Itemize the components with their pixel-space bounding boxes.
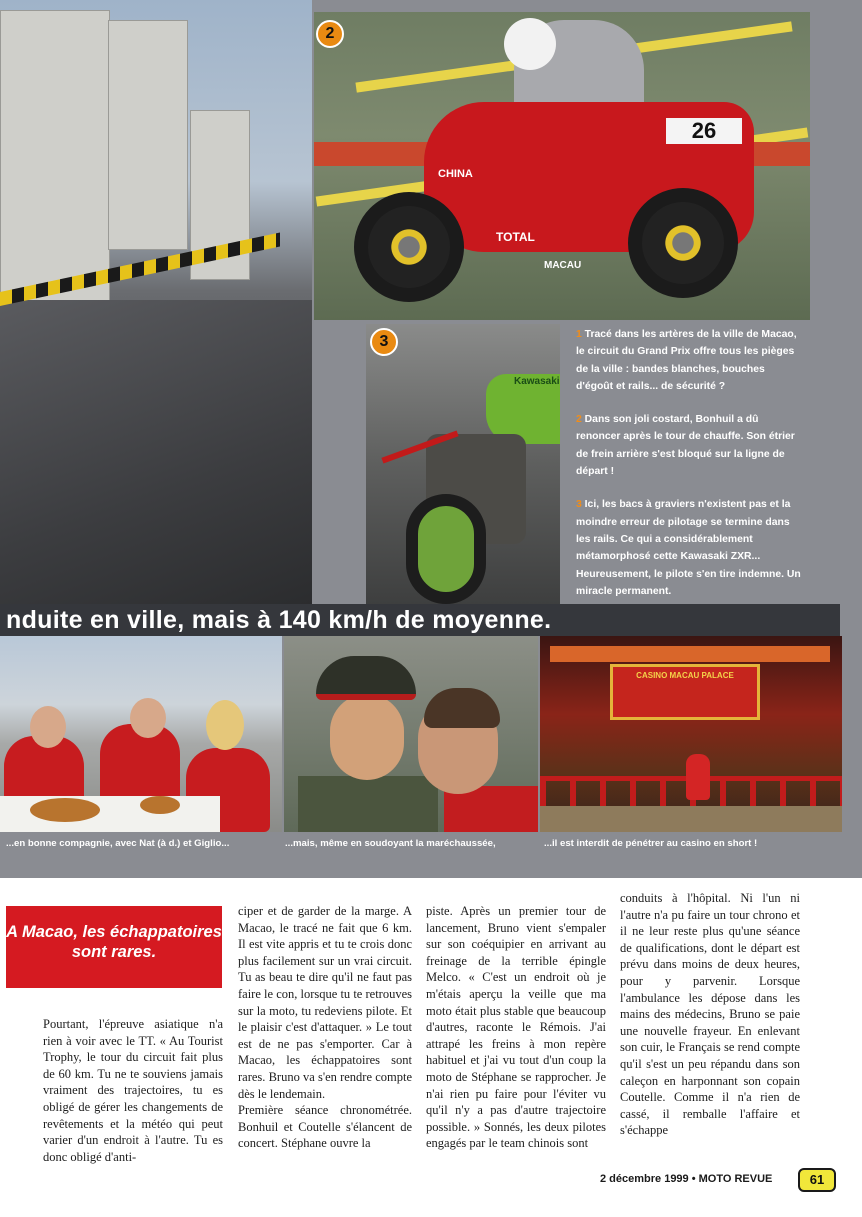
paragraph: conduits à l'hôpital. Ni l'un ni l'autre n'a pu faire un tour chrono et il ne leur reste plus qu'une séance de qualifications, dont le départ est prévu dans moins de deux heures, pour y parvenir. Lorsque l'ambulance les dépose dans les mains des médecins, Bruno se paie une nouvelle frayeur. En enlevant son cuir, le Français se rend compte qu'il s'est un peu répandu dans son caleçon en harponnant son copain Coutelle. Comme il n'a rien de cassé, il remballe l'affaire et s'échappe (620, 891, 800, 1138)
road (0, 300, 312, 606)
bike-logo-china: CHINA (438, 168, 473, 180)
rear-wheel (628, 188, 738, 298)
helmet-icon (504, 18, 556, 70)
front-wheel (354, 192, 464, 302)
casino-sign: CASINO MACAU PALACE (610, 664, 760, 720)
photo-lunch (0, 636, 282, 832)
photo-badge-2: 2 (316, 20, 344, 48)
pull-quote-box: A Macao, les échappatoires sont rares. (6, 906, 222, 988)
photo-racing-bike (314, 12, 810, 320)
photo-badge-3: 3 (370, 328, 398, 356)
article-column-4 (620, 890, 800, 1139)
race-number: 26 (666, 118, 742, 144)
tyre (406, 494, 486, 604)
footer-date: 2 décembre 1999 • MOTO REVUE (600, 1173, 773, 1185)
caption-bottom-left: ...en bonne compagnie, avec Nat (à d.) et Giglio... (6, 838, 230, 849)
hair (424, 688, 500, 728)
man-in-shorts (686, 754, 710, 800)
head (30, 706, 66, 748)
caption-bottom-mid: ...mais, même en soudoyant la maréchaussée, (285, 838, 496, 849)
guard-cap (316, 656, 416, 700)
photo-casino (540, 636, 842, 832)
paragraph: Première séance chronométrée. Bonhuil et Coutelle s'élancent de concert. Stéphane ouvre la (238, 1103, 412, 1151)
article-column-3 (426, 903, 606, 1152)
bike-logo-macau: MACAU (544, 260, 582, 271)
plate (140, 796, 180, 814)
photo-guard (284, 636, 538, 832)
page-number: 61 (798, 1168, 836, 1192)
guard-face (330, 694, 404, 780)
floor (540, 806, 842, 832)
headline-band (0, 604, 840, 636)
plate (30, 798, 100, 822)
kawasaki-logo: Kawasaki (514, 376, 560, 387)
paragraph: Pourtant, l'épreuve asiatique n'a rien à voir avec le TT. « Au Tourist Trophy, le tour du circuit fait plus de 60 km. Tu ne te souviens jamais vraiment des trajectoires, tu es obligé de gérer les changements de revêtements et la météo qui peut varier d'un endroit à l'autre. Tu es donc obligé d'anti- (43, 1017, 223, 1164)
photo-captions (576, 326, 802, 616)
uniform (298, 776, 438, 832)
caption-bottom-right: ...il est interdit de pénétrer au casino en short ! (544, 838, 758, 849)
paragraph: piste. Après un premier tour de lancement, Bruno vient s'empaler sur son coéquipier en arrivant au freinage de la terrible épingle Melco. « C'est un endroit où je m'étais aperçu la veille que ma moto était plus stable que beaucoup d'autres, raconte le Rémois. J'ai attrapé les freins à mon repère habituel et j'ai vu tout d'un coup la moto de Stéphane se rapprocher. Je n'ai rien pu faire pour l'éviter vu qu'il n'y a pas d'autre trajectoire possible. » Sonnés, les deux pilotes engagés par le team chinois sont (426, 904, 606, 1151)
article-column-2 (238, 903, 412, 1152)
bike-logo-total: TOTAL (496, 230, 535, 244)
head (130, 698, 166, 738)
building (108, 20, 188, 250)
photo-crashed-bike (366, 324, 560, 604)
headline: nduite en ville, mais à 140 km/h de moyenne. (6, 606, 552, 634)
caption-1: 1 Tracé dans les artères de la ville de Macao, le circuit du Grand Prix offre tous les pièges de la ville : bandes blanches, bouches d'égoût et rails... de sécurité ? (576, 329, 797, 392)
caption-3: 3 Ici, les bacs à graviers n'existent pas et la moindre erreur de pilotage se termine dans les rails. Ce qui a considérablement métamorphosé cette Kawasaki ZXR... Heureusement, le pilote s'en tire indemne. Un miracle permanent. (576, 499, 801, 597)
article-column-1 (43, 1016, 223, 1165)
head (206, 700, 244, 750)
caption-2: 2 Dans son joli costard, Bonhuil a dû renoncer après le tour de chauffe. Son étrier de frein arrière s'est bloqué sur la ligne de départ ! (576, 414, 795, 478)
casino-roof (550, 646, 830, 662)
photo-street-circuit (0, 0, 312, 606)
paragraph: ciper et de garder de la marge. A Macao, le tracé ne fait que 6 km. Il est vite appris et tu te crois donc plus facilement sur un vrai circuit. Tu as beau te dire qu'il ne faut pas faire le con, lorsque tu te retrouves sur la moto, tu redeviens pilote. Et le plaisir c'est d'attaquer. » Le tout est de ne pas s'emporter. Car à Macao, les échappatoires sont rares. Bruno va s'en rendre compte dès le lendemain. (238, 904, 412, 1101)
